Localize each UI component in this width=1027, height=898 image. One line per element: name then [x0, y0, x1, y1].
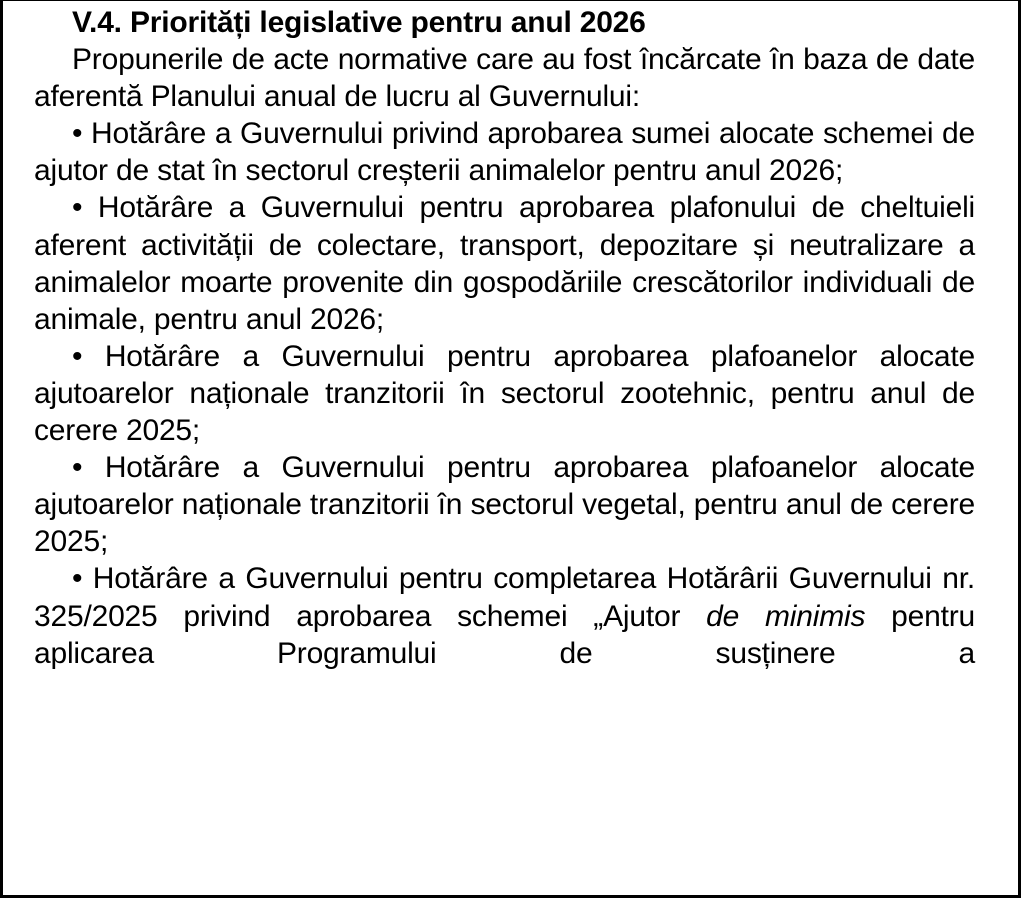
document-content [34, 4, 975, 672]
list-item-italic-text: de minimis [706, 599, 866, 633]
list-item: • Hotărâre a Guvernului pentru aprobarea plafoanelor alocate ajutoarelor naționale tranzitorii în sectorul vegetal, pentru anul de cerere 2025; [34, 451, 975, 559]
list-item-text-end: pentru aplicarea Programului de susținere a [34, 599, 975, 670]
list-item: • Hotărâre a Guvernului privind aprobarea sumei alocate schemei de ajutor de stat în sectorul creșterii animalelor pentru anul 2026; [34, 117, 975, 188]
list-item: • Hotărâre a Guvernului pentru aprobarea plafonului de cheltuieli aferent activității de colectare, transport, depozitare și neutralizare a animalelor moarte provenite din gospodăriile crescătorilor individuali de animale, pentru anul 2026; [34, 191, 975, 336]
intro-paragraph: Propunerile de acte normative care au fost încărcate în baza de date aferentă Planului anual de lucru al Guvernului: [34, 43, 975, 114]
section-heading: V.4. Priorități legislative pentru anul 2026 [72, 6, 646, 39]
list-item-text: • Hotărâre a Guvernului pentru completarea Hotărârii Guvernului nr. 325/2025 privind aprobarea schemei „Ajutor [34, 562, 975, 633]
list-item-last [34, 560, 975, 671]
list-item: • Hotărâre a Guvernului pentru aprobarea plafoanelor alocate ajutoarelor naționale tranzitorii în sectorul zootehnic, pentru anul de cerere 2025; [34, 339, 975, 448]
